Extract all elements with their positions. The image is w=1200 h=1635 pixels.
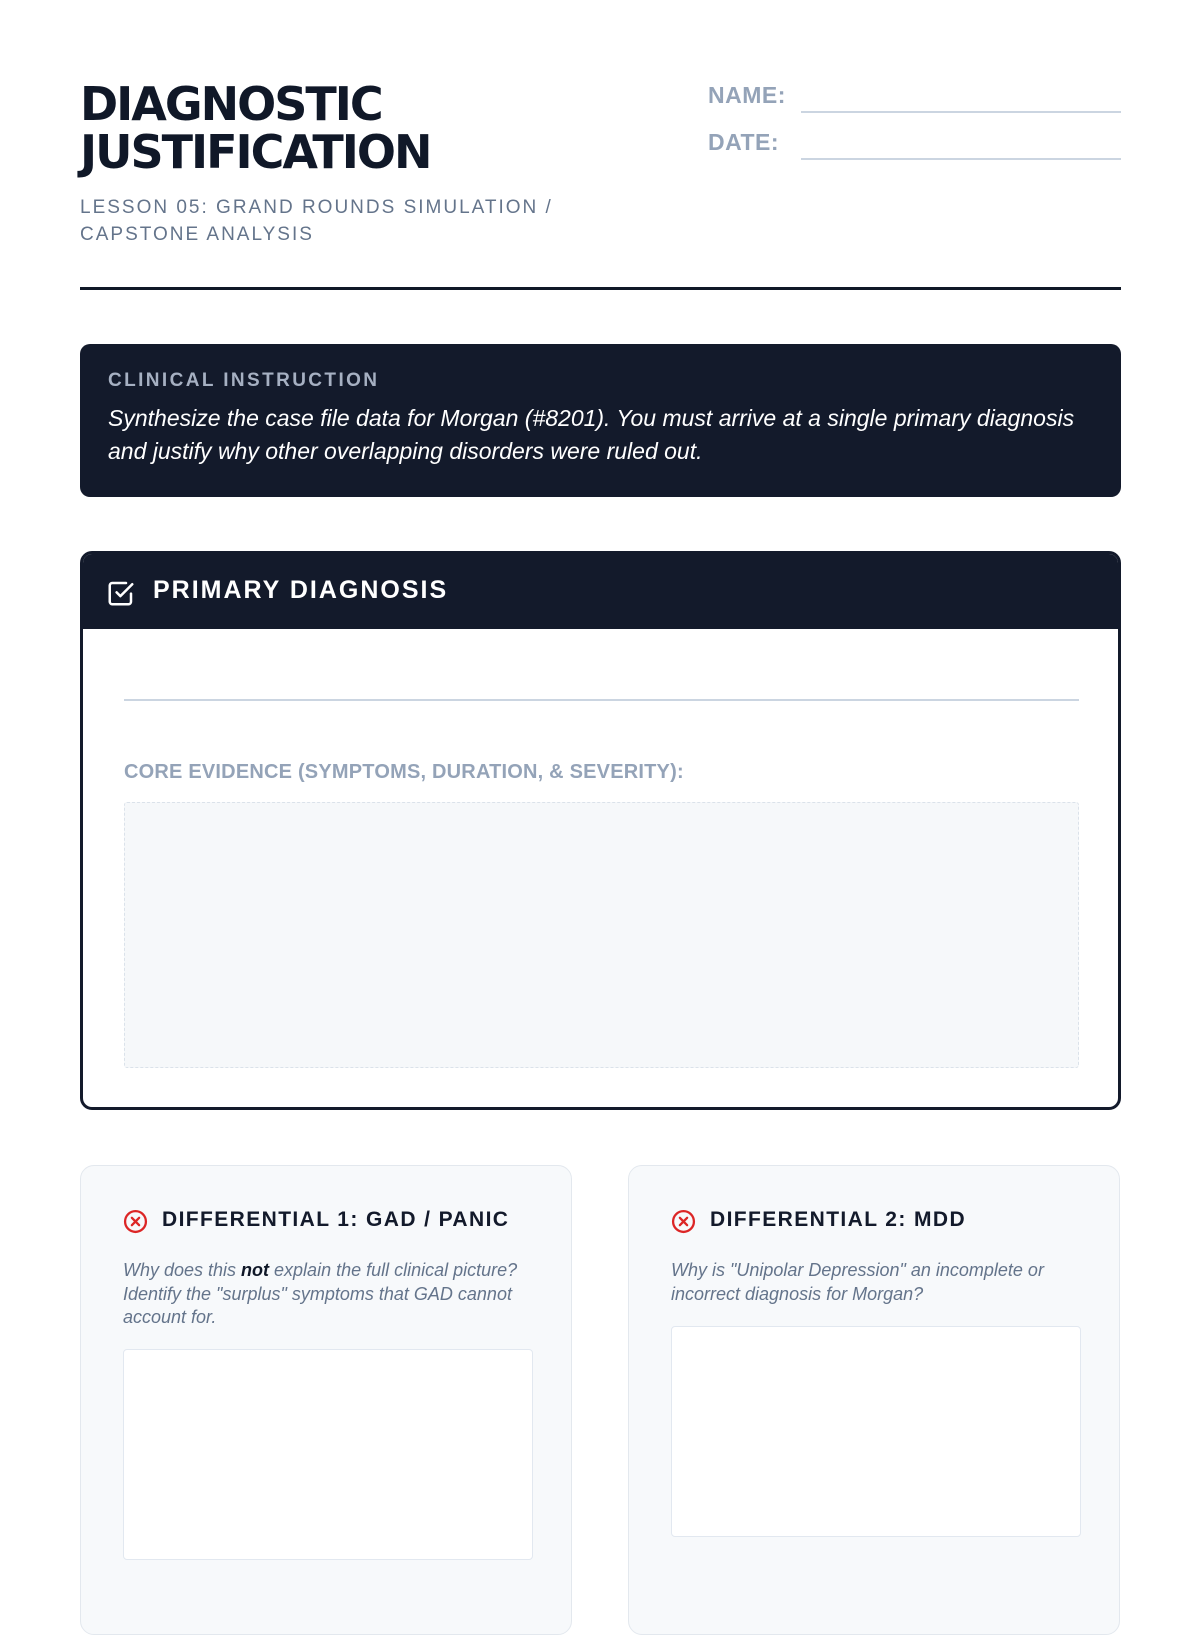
x-circle-icon [123,1209,148,1234]
differential-card-1 [80,1165,572,1635]
question-emphasis: not [241,1260,270,1280]
question-text: Why does this [123,1260,242,1280]
differential-card-2 [628,1165,1120,1635]
date-input-line[interactable] [801,158,1121,160]
lesson-subtitle: LESSON 05: GRAND ROUNDS SIMULATION / CAPSTONE ANALYSIS [80,197,553,245]
name-field[interactable] [708,80,1121,120]
differential-2-title: DIFFERENTIAL 2: MDD [710,1208,967,1231]
differential-1-answer[interactable] [123,1349,533,1560]
primary-diagnosis-card [80,551,1121,1110]
differential-1-title: DIFFERENTIAL 1: GAD / PANIC [162,1208,510,1231]
clinical-instruction-box [80,344,1121,497]
header-divider [80,287,1121,290]
date-label: DATE: [708,129,780,155]
instruction-label: CLINICAL INSTRUCTION [108,370,380,391]
page-title: DIAGNOSTIC JUSTIFICATION [80,77,431,179]
x-circle-icon [671,1209,696,1234]
primary-diagnosis-title: PRIMARY DIAGNOSIS [153,576,449,604]
primary-diagnosis-header [83,554,1118,629]
date-field[interactable] [708,127,1121,167]
instruction-text: Synthesize the case file data for Morgan (#8201). You must arrive at a single primary diagnosis and justify why other overlapping disorders were ruled out. [108,405,1075,464]
question-text: explain the full clinical picture? Identify the "surplus" symptoms that GAD cannot account for. [123,1260,518,1327]
core-evidence-label: CORE EVIDENCE (SYMPTOMS, DURATION, & SEVERITY): [124,761,684,783]
differential-1-question [123,1259,533,1330]
checkbox-icon [106,578,136,608]
core-evidence-textarea[interactable] [124,802,1079,1068]
primary-diagnosis-input[interactable] [124,647,1079,701]
differential-2-answer[interactable] [671,1326,1081,1537]
name-input-line[interactable] [801,111,1121,113]
name-label: NAME: [708,82,786,108]
differential-2-question: Why is "Unipolar Depression" an incomplete or incorrect diagnosis for Morgan? [671,1260,1044,1304]
